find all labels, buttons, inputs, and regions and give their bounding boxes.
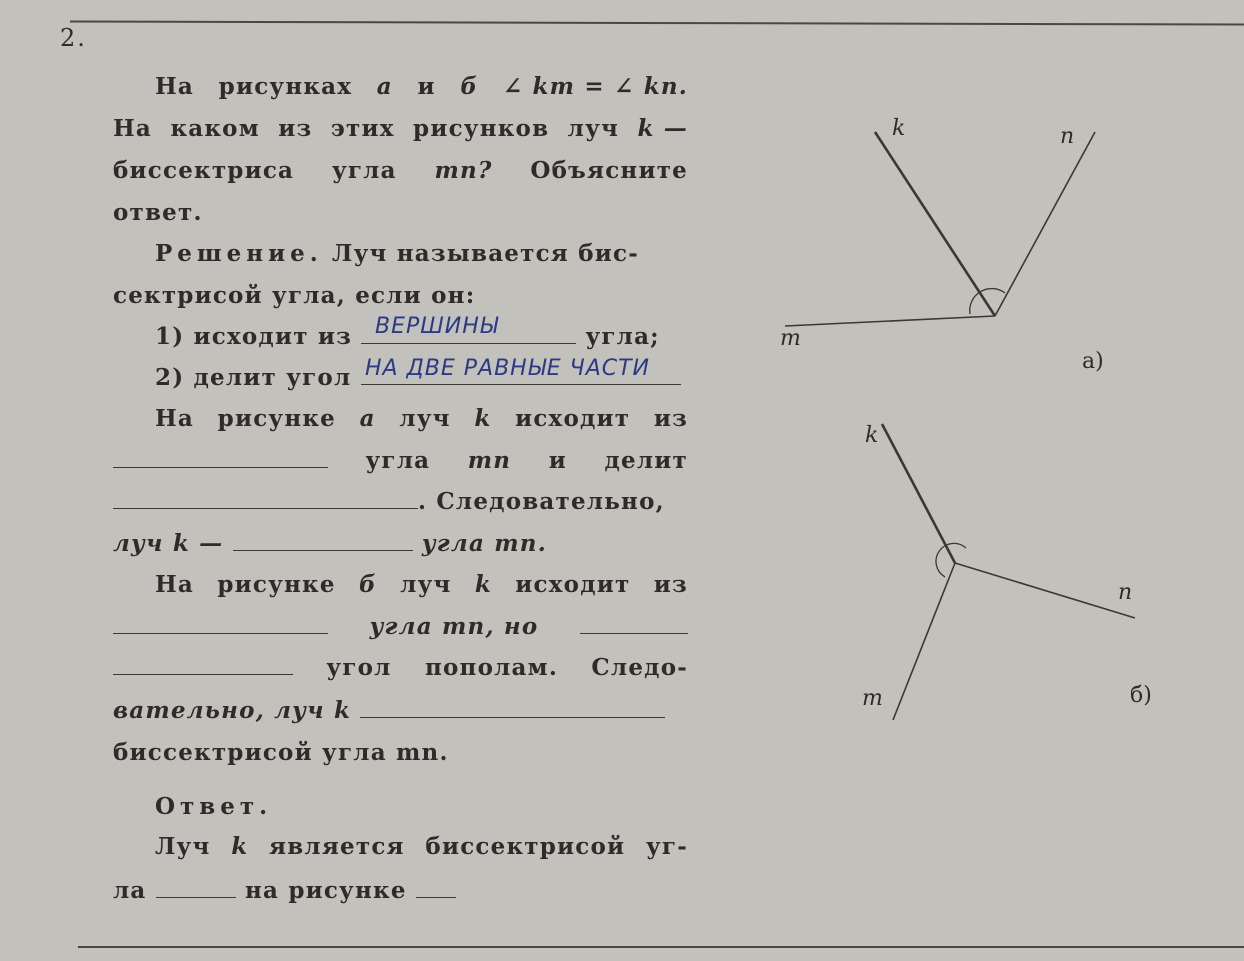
fig-a-line-4: луч k — угла mn. bbox=[113, 530, 547, 557]
answer-line-1: Луч k является биссектрисой уг- bbox=[155, 833, 688, 860]
answer-heading: Ответ. bbox=[155, 793, 273, 820]
fig-b-line-1: На рисунке б луч k исходит из bbox=[155, 571, 688, 598]
problem-line-1: На рисунках а и б ∠ km = ∠ kn. bbox=[155, 73, 688, 100]
fig-b-ray-k bbox=[882, 424, 955, 563]
fig-a-angle-arc bbox=[970, 289, 1005, 314]
fig-a-label-k: k bbox=[892, 116, 906, 141]
fig-a-line-1: На рисунке а луч k исходит из bbox=[155, 405, 688, 432]
fig-b-ray-m bbox=[893, 563, 955, 720]
problem-line-2: На каком из этих рисунков луч k — bbox=[113, 115, 688, 142]
fig-a-ray-n bbox=[995, 132, 1095, 316]
figure-b bbox=[882, 424, 1135, 720]
task-number: 2. bbox=[60, 24, 87, 52]
fig-a-line-2: угла mn и делит bbox=[113, 444, 688, 478]
fig-b-label-n: n bbox=[1118, 580, 1133, 605]
fig-b-caption: б) bbox=[1130, 683, 1152, 708]
fig-b-ray-n bbox=[955, 563, 1135, 618]
handwritten-answer-2: НА ДВЕ РАВНЫЕ ЧАСТИ bbox=[365, 356, 650, 381]
answer-line-2: ла на рисунке bbox=[113, 874, 688, 908]
handwritten-answer-1: ВЕРШИНЫ bbox=[375, 314, 499, 339]
fig-a-ray-m bbox=[785, 316, 995, 326]
problem-line-3: биссектриса угла mn? Объясните bbox=[113, 157, 688, 184]
solution-heading: Решение. bbox=[155, 240, 323, 267]
fig-a-label-m: m bbox=[780, 326, 801, 351]
fig-b-label-k: k bbox=[865, 423, 879, 448]
fig-a-label-n: n bbox=[1060, 124, 1075, 149]
fig-a-line-3: . Следовательно, bbox=[113, 485, 688, 519]
fig-b-line-3: угол пополам. Следо- bbox=[113, 651, 688, 685]
solution-line-1: Решение. Луч называется бис- bbox=[155, 240, 639, 267]
fig-b-line-4: вательно, луч k bbox=[113, 694, 688, 728]
fig-b-label-m: m bbox=[862, 686, 883, 711]
figure-a bbox=[785, 132, 1095, 326]
solution-line-2: сектрисой угла, если он: bbox=[113, 282, 476, 309]
solution-item-2: 2) делит угол bbox=[155, 361, 688, 395]
fig-b-line-5: биссектрисой угла mn. bbox=[113, 739, 449, 766]
fig-a-caption: а) bbox=[1082, 349, 1104, 374]
problem-line-4: ответ. bbox=[113, 199, 203, 226]
fig-a-ray-k bbox=[875, 132, 995, 316]
solution-item-1: 1) исходит из угла; bbox=[155, 323, 660, 350]
fig-b-line-2: угла mn, но bbox=[113, 610, 688, 644]
